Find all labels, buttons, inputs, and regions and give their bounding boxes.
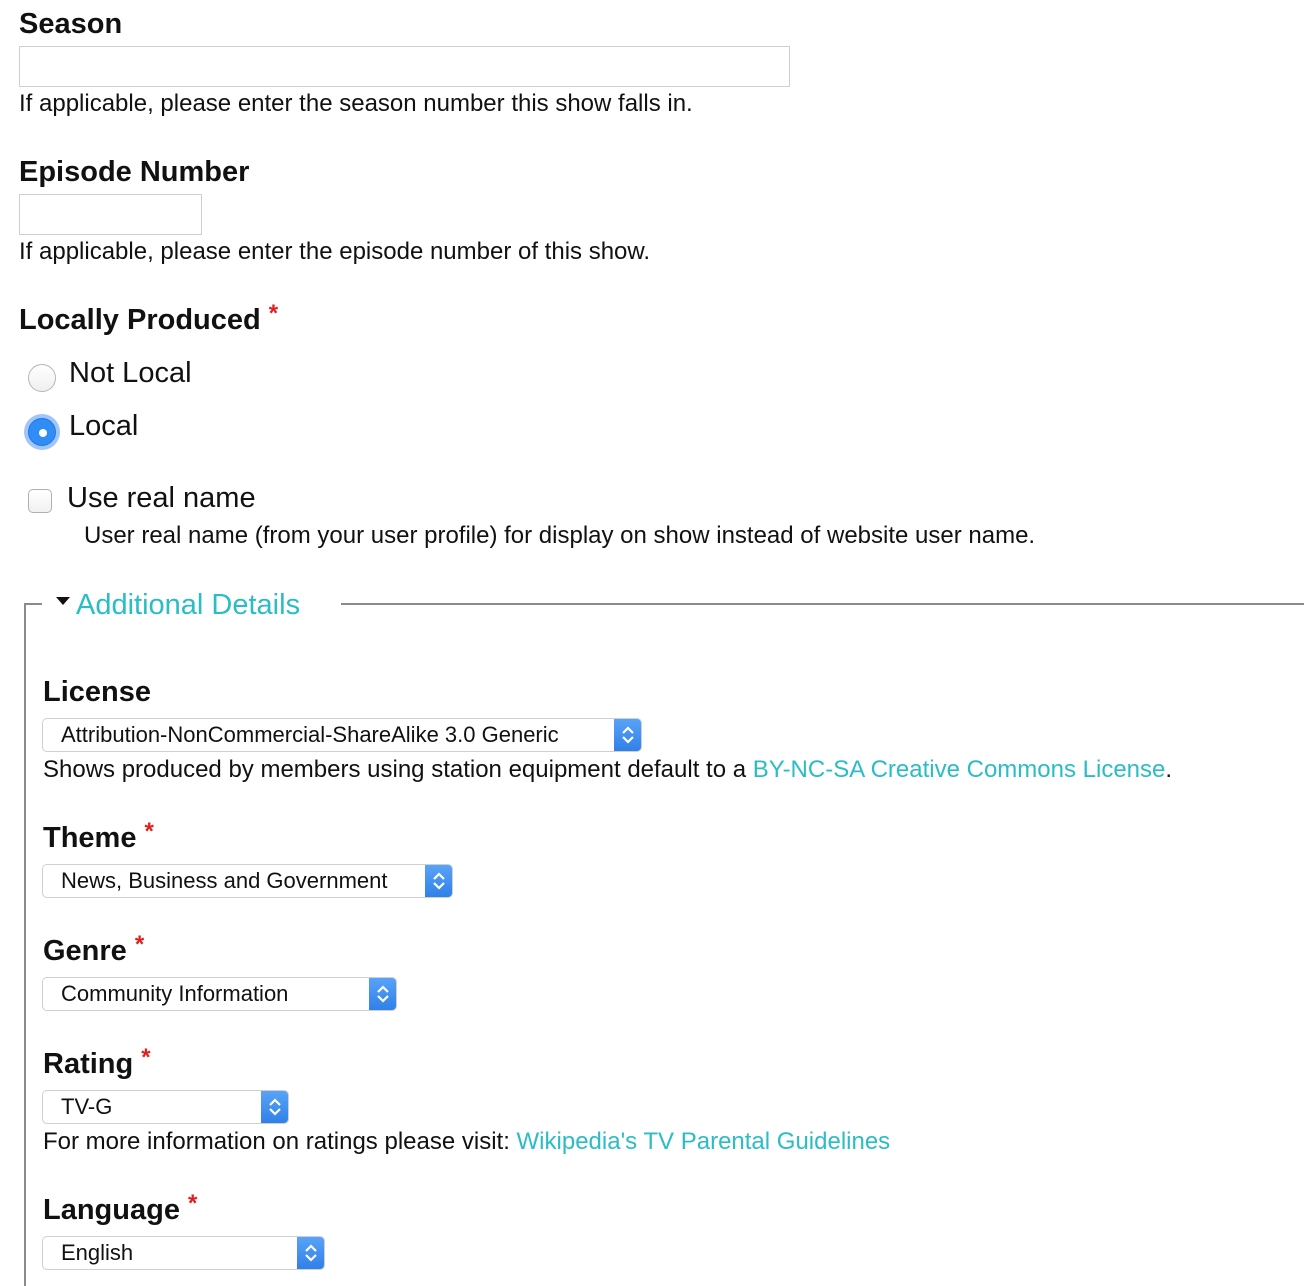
required-marker: *: [144, 818, 154, 845]
chevron-updown-icon: [425, 864, 453, 898]
theme-select[interactable]: [42, 864, 453, 898]
use-real-name-help: User real name (from your user profile) for display on show instead of website user name.: [84, 522, 1036, 549]
theme-label: [43, 818, 154, 857]
genre-label-text: Genre: [43, 935, 127, 967]
use-real-name-label[interactable]: Use real name: [67, 482, 256, 514]
license-help-period: .: [1165, 756, 1173, 783]
radio-not-local[interactable]: [28, 364, 56, 392]
theme-select-value: News, Business and Government: [61, 868, 388, 893]
required-marker: *: [134, 931, 145, 958]
radio-selected-dot: [39, 429, 47, 437]
locally-produced-label: [19, 300, 279, 339]
season-input[interactable]: [19, 46, 790, 87]
fieldset-border-top-left: [24, 603, 42, 605]
language-label: [43, 1190, 198, 1229]
locally-produced-label-text: Locally Produced: [19, 304, 261, 336]
additional-details-legend[interactable]: Additional Details: [76, 589, 301, 621]
rating-select[interactable]: [42, 1090, 289, 1124]
required-marker: *: [187, 1190, 198, 1217]
use-real-name-checkbox[interactable]: [28, 489, 52, 513]
episode-help: If applicable, please enter the episode number of this show.: [19, 238, 651, 265]
chevron-updown-icon: [297, 1236, 325, 1270]
license-select-value: Attribution-NonCommercial-ShareAlike 3.0 Generic: [61, 722, 559, 747]
required-marker: *: [141, 1044, 151, 1071]
license-help-text: Shows produced by members using station equipment default to a: [43, 756, 753, 783]
radio-not-local-control[interactable]: [28, 364, 56, 392]
rating-label-text: Rating: [43, 1048, 134, 1080]
episode-input[interactable]: [19, 194, 202, 235]
license-select[interactable]: [42, 718, 642, 752]
chevron-updown-icon: [614, 718, 642, 752]
license-link[interactable]: BY-NC-SA Creative Commons License: [752, 756, 1166, 783]
rating-link[interactable]: Wikipedia's TV Parental Guidelines: [516, 1128, 891, 1155]
genre-select[interactable]: [42, 977, 397, 1011]
required-marker: *: [268, 300, 279, 327]
language-label-text: Language: [43, 1194, 180, 1226]
language-select-value: English: [61, 1240, 134, 1265]
fieldset-border-left: [24, 603, 26, 1286]
additional-details-toggle[interactable]: [56, 588, 300, 622]
language-select[interactable]: [42, 1236, 325, 1270]
genre-select-value: Community Information: [61, 981, 289, 1006]
license-help: [43, 755, 1172, 785]
episode-label: Episode Number: [19, 156, 250, 188]
fieldset-border-top-right: [341, 603, 1304, 605]
theme-label-text: Theme: [43, 822, 137, 854]
radio-not-local-label[interactable]: Not Local: [69, 357, 192, 389]
rating-label: [43, 1044, 151, 1083]
season-help: If applicable, please enter the season number this show falls in.: [19, 90, 693, 117]
radio-local-label[interactable]: Local: [69, 410, 139, 442]
license-label: License: [43, 676, 151, 708]
season-label: Season: [19, 8, 123, 40]
rating-help: [43, 1127, 890, 1157]
radio-local-control[interactable]: [28, 418, 56, 446]
chevron-updown-icon: [369, 977, 397, 1011]
triangle-down-icon: [56, 593, 70, 611]
chevron-updown-icon: [261, 1090, 289, 1124]
genre-label: [43, 931, 145, 970]
rating-help-text: For more information on ratings please visit:: [43, 1128, 517, 1155]
rating-select-value: TV-G: [61, 1094, 113, 1119]
radio-local[interactable]: [28, 418, 56, 446]
